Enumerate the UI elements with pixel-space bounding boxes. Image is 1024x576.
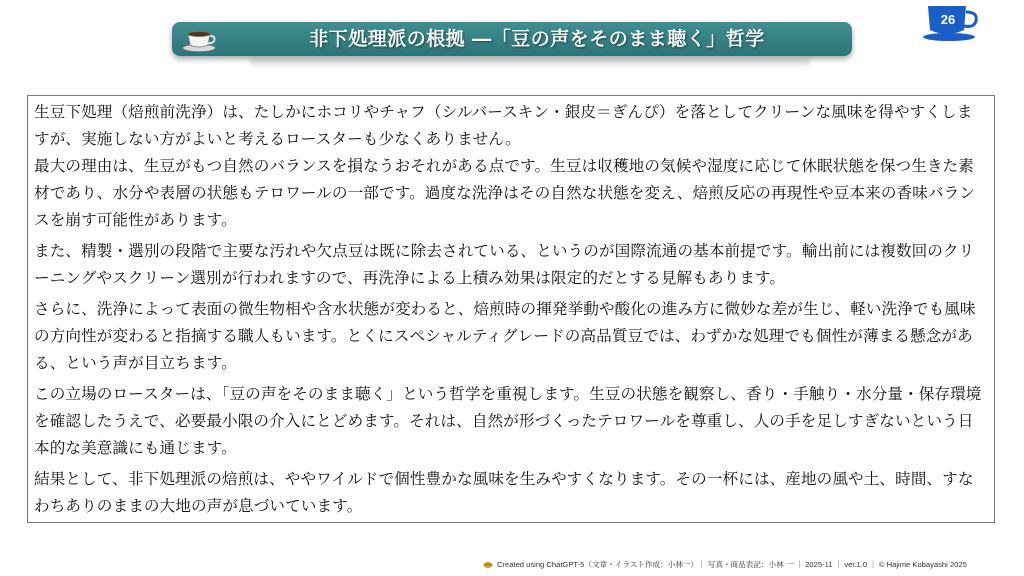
footer-credit (483, 559, 1003, 571)
paragraph-microbes: さらに、洗浄によって表面の微生物相や含水状態が変わると、焙煎時の揮発挙動や酸化の進み方に微妙な差が生じ、軽い洗浄でも風味の方向性が変わると指摘する職人もいます。とくにスペシャルティグレードの高品質豆では、わずかな処理でも個性が薄まる懸念がある、という声が目立ちます。 (34, 300, 976, 372)
coffee-cup-icon (182, 26, 218, 52)
paragraph-philosophy: この立場のロースターは、「豆の声をそのまま聴く」という哲学を重視します。生豆の状態を観察し、香り・手触り・水分量・保存環境を確認したうえで、必要最小限の介入にとどめます。それは、自然が形づくったテロワールを尊重し、人の手を足しすぎないという日本的な美意識にも通じます。 (34, 385, 982, 457)
paragraph-intro: 生豆下処理（焙煎前洗浄）は、たしかにホコリやチャフ（シルバースキン・銀皮＝ぎんぴ）を落としてクリーンな風味を得やすくしますが、実施しない方がよいと考えるロースターも少なくありません。 (34, 103, 973, 148)
title-banner (172, 22, 852, 56)
coffee-bean-icon (483, 561, 493, 569)
page-title: 非下処理派の根拠 ―「豆の声をそのまま聴く」哲学 (309, 28, 765, 50)
footer-text: Created using ChatGPT-5（文章・イラスト作成：小林一）｜ 写真・商品表記：小林 一 ｜ 2025-11 ｜ ver.1.0 ｜ © Hajime Kobayashi 2025 (497, 560, 967, 569)
paragraph-main-reason: 最大の理由は、生豆がもつ自然のバランスを損なうおそれがある点です。生豆は収穫地の気候や湿度に応じて休眠状態を保つ生きた素材であり、水分や表層の状態もテロワールの一部です。過度な洗浄はその自然な状態を変え、焙煎反応の再現性や豆本来の香味バランスを崩す可能性があります。 (34, 157, 976, 229)
page-number: 26 (940, 12, 956, 27)
paragraph-conclusion: 結果として、非下処理派の焙煎は、ややワイルドで個性豊かな風味を生みやすくなります。その一杯には、産地の風や土、時間、すなわちありのままの大地の声が息づいています。 (34, 470, 974, 515)
paragraph-distribution: また、精製・選別の段階で主要な汚れや欠点豆は既に除去されている、というのが国際流通の基本前提です。輸出前には複数回のクリーニングやスクリーン選別が行われますので、再洗浄による上積み効果は限定的だとする見解もあります。 (34, 242, 975, 287)
title-reflection (250, 58, 810, 68)
content-box (27, 95, 995, 523)
